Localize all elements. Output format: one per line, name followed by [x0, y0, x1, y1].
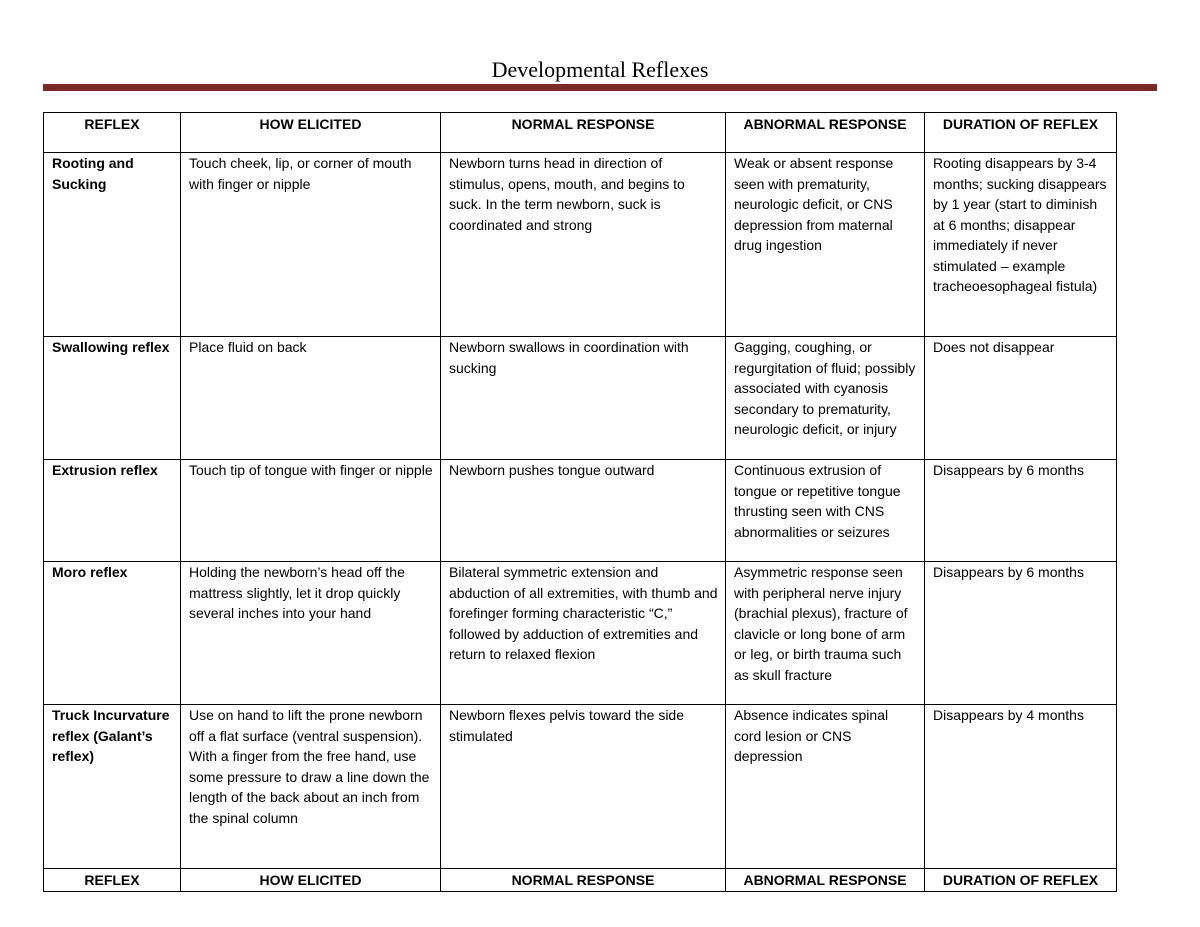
footer-header-normal-response: NORMAL RESPONSE — [441, 869, 726, 892]
title-rule — [43, 84, 1157, 91]
table-row — [44, 153, 1117, 337]
footer-header-reflex: REFLEX — [44, 869, 181, 892]
abnormal-response-cell: Asymmetric response seen with peripheral nerve injury (brachial plexus), fracture of clavicle or long bone of arm or leg, or birth trauma such as skull fracture — [726, 562, 925, 705]
how-elicited-cell: Touch cheek, lip, or corner of mouth with finger or nipple — [181, 153, 441, 337]
how-elicited-cell: Place fluid on back — [181, 337, 441, 460]
normal-response-cell: Newborn pushes tongue outward — [441, 460, 726, 562]
table-row — [44, 562, 1117, 705]
abnormal-response-cell: Gagging, coughing, or regurgitation of fluid; possibly associated with cyanosis secondary to prematurity, neurologic deficit, or injury — [726, 337, 925, 460]
reflex-name-cell: Rooting and Sucking — [44, 153, 181, 337]
column-header-abnormal-response: ABNORMAL RESPONSE — [726, 113, 925, 153]
normal-response-cell: Newborn turns head in direction of stimulus, opens, mouth, and begins to suck. In the term newborn, suck is coordinated and strong — [441, 153, 726, 337]
footer-header-duration: DURATION OF REFLEX — [925, 869, 1117, 892]
table-row — [44, 337, 1117, 460]
normal-response-cell: Newborn flexes pelvis toward the side stimulated — [441, 705, 726, 869]
reflex-table — [43, 112, 1117, 892]
abnormal-response-cell: Continuous extrusion of tongue or repetitive tongue thrusting seen with CNS abnormalities or seizures — [726, 460, 925, 562]
reflex-name-cell: Moro reflex — [44, 562, 181, 705]
reflex-name-cell: Truck Incurvature reflex (Galant’s reflex) — [44, 705, 181, 869]
column-header-normal-response: NORMAL RESPONSE — [441, 113, 726, 153]
abnormal-response-cell: Weak or absent response seen with prematurity, neurologic deficit, or CNS depression from maternal drug ingestion — [726, 153, 925, 337]
duration-cell: Disappears by 6 months — [925, 460, 1117, 562]
column-header-reflex: REFLEX — [44, 113, 181, 153]
how-elicited-cell: Use on hand to lift the prone newborn off a flat surface (ventral suspension). With a finger from the free hand, use some pressure to draw a line down the length of the back about an inch from the spinal column — [181, 705, 441, 869]
reflex-name-cell: Extrusion reflex — [44, 460, 181, 562]
table-row — [44, 705, 1117, 869]
footer-header-abnormal-response: ABNORMAL RESPONSE — [726, 869, 925, 892]
duration-cell: Disappears by 4 months — [925, 705, 1117, 869]
duration-cell: Does not disappear — [925, 337, 1117, 460]
normal-response-cell: Newborn swallows in coordination with sucking — [441, 337, 726, 460]
document-title: Developmental Reflexes — [491, 57, 709, 82]
duration-cell: Disappears by 6 months — [925, 562, 1117, 705]
footer-header-how-elicited: HOW ELICITED — [181, 869, 441, 892]
how-elicited-cell: Holding the newborn’s head off the mattress slightly, let it drop quickly several inches into your hand — [181, 562, 441, 705]
column-header-how-elicited: HOW ELICITED — [181, 113, 441, 153]
duration-cell: Rooting disappears by 3-4 months; sucking disappears by 1 year (start to diminish at 6 months; disappear immediately if never stimulated – example tracheoesophageal fistula) — [925, 153, 1117, 337]
column-header-duration: DURATION OF REFLEX — [925, 113, 1117, 153]
reflex-name-cell: Swallowing reflex — [44, 337, 181, 460]
how-elicited-cell: Touch tip of tongue with finger or nipple — [181, 460, 441, 562]
footer-header-row — [44, 869, 1117, 892]
abnormal-response-cell: Absence indicates spinal cord lesion or CNS depression — [726, 705, 925, 869]
header-row — [44, 113, 1117, 153]
normal-response-cell: Bilateral symmetric extension and abduction of all extremities, with thumb and forefinger forming characteristic “C,” followed by adduction of extremities and return to relaxed flexion — [441, 562, 726, 705]
table-row — [44, 460, 1117, 562]
